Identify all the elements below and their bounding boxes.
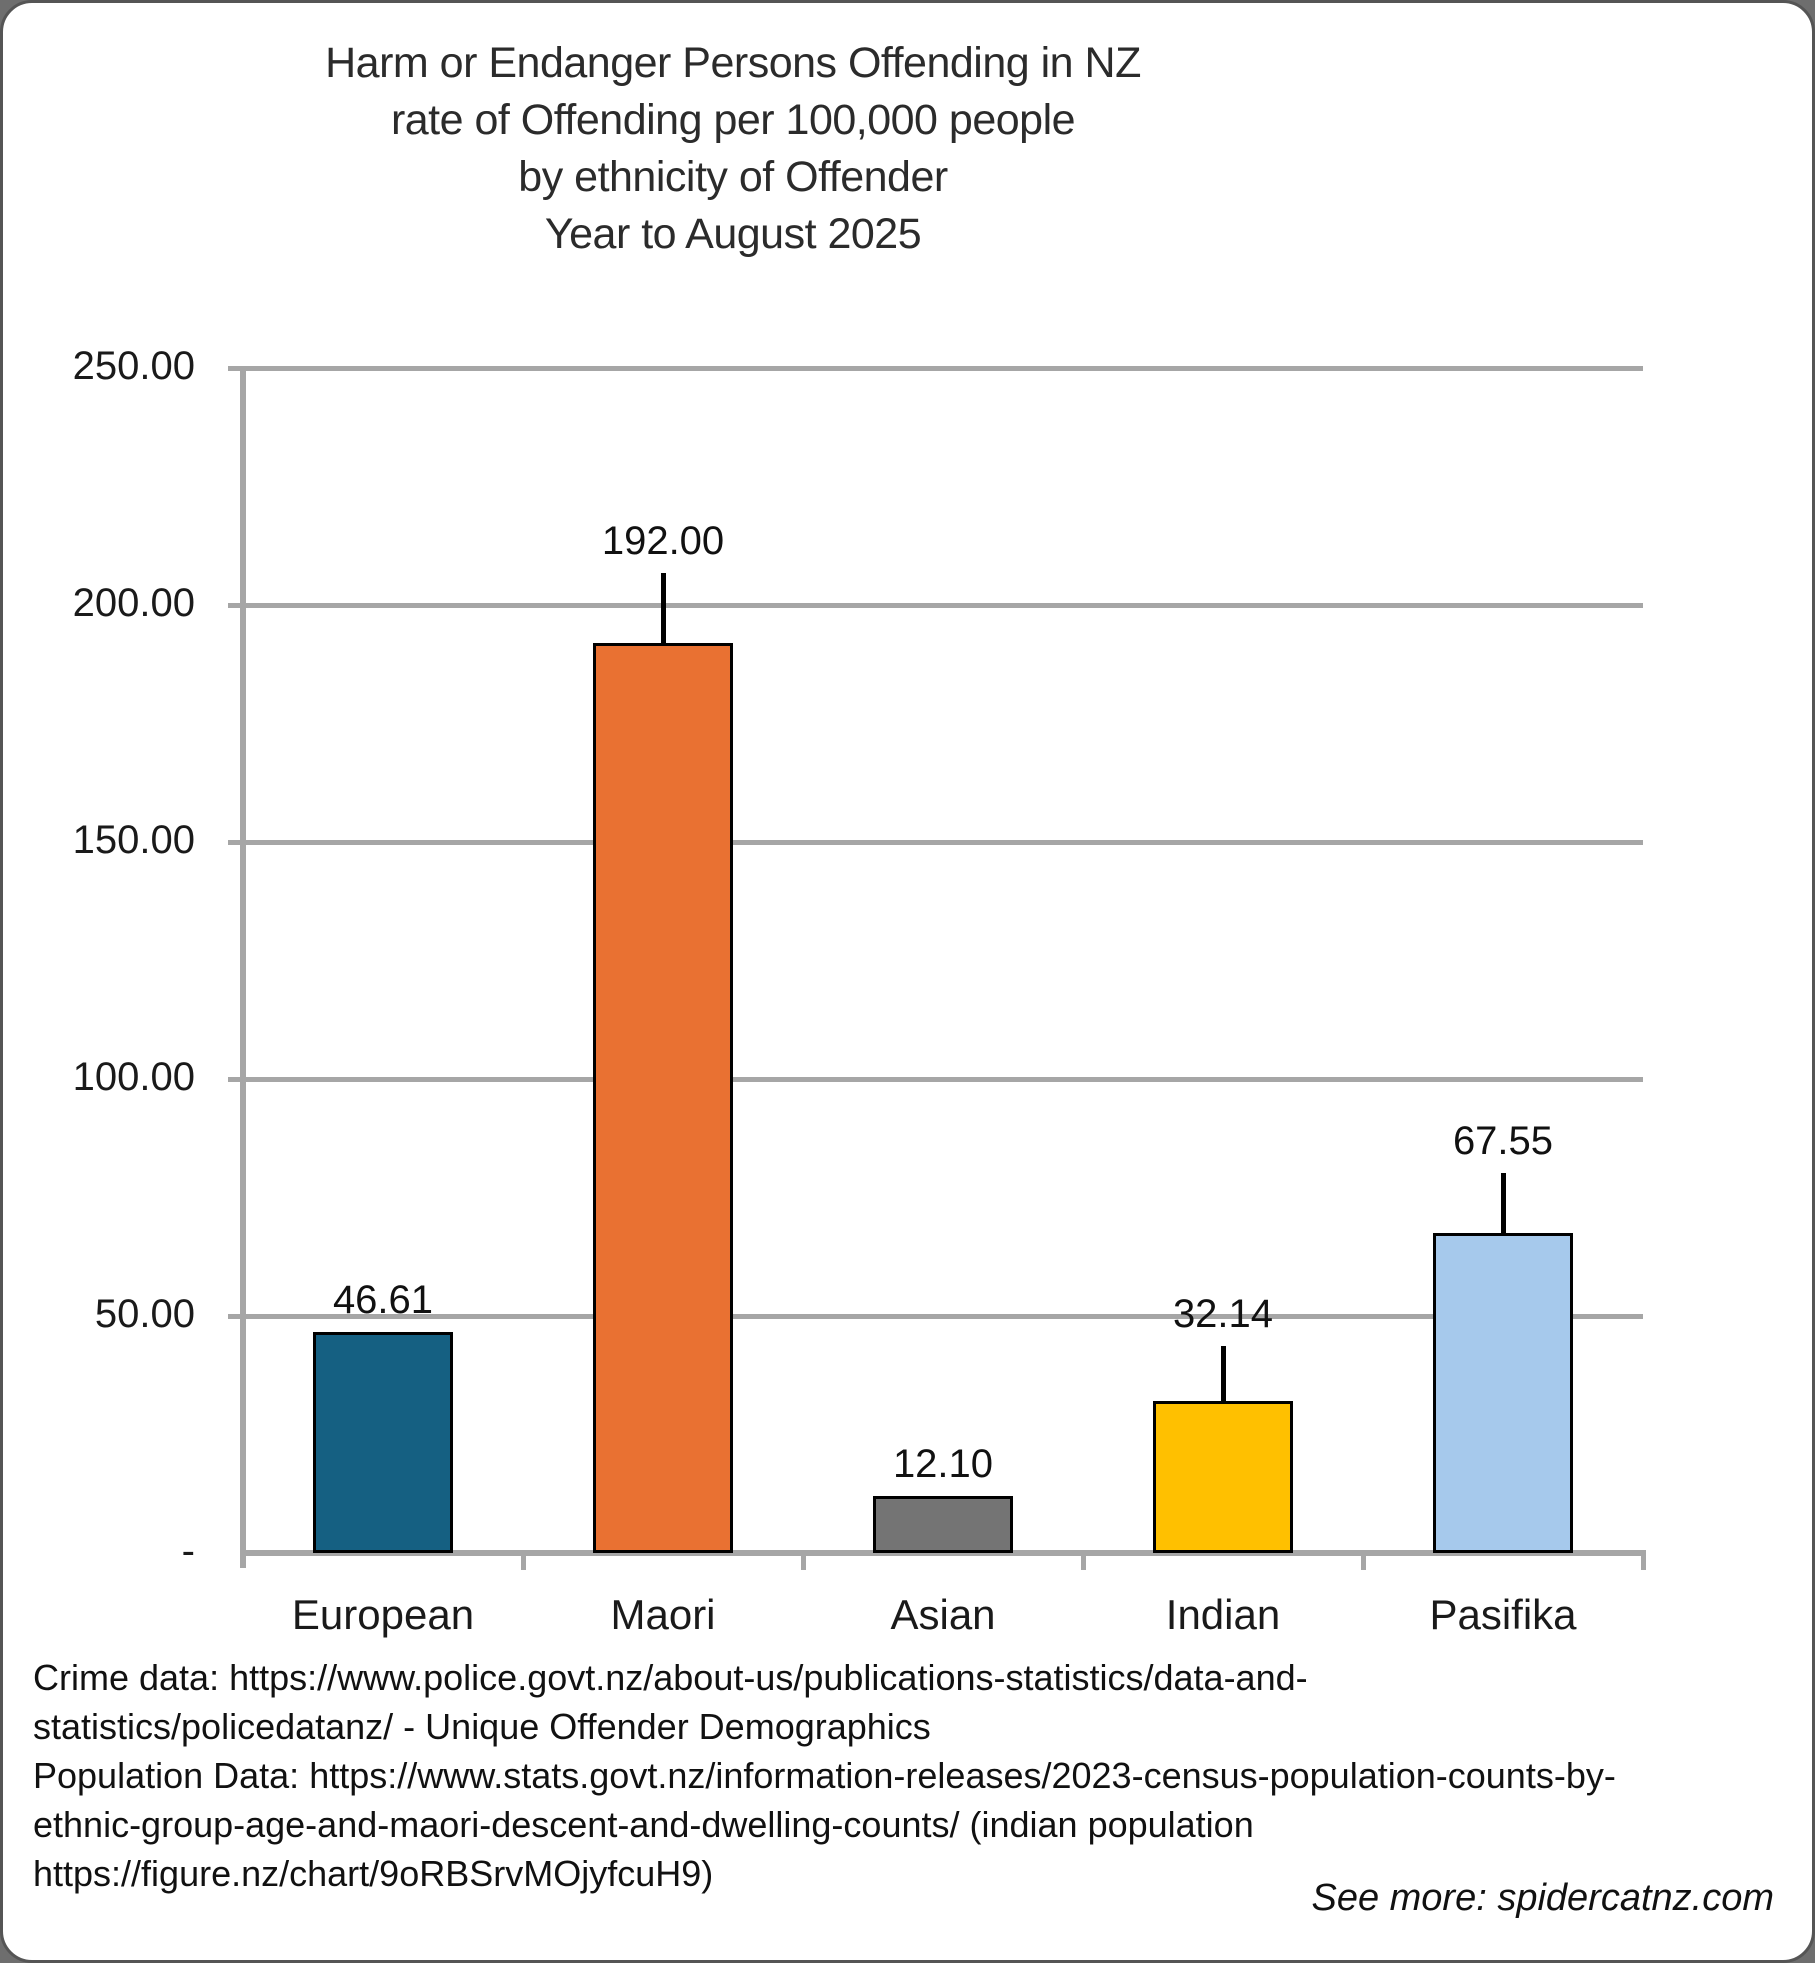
bar-maori bbox=[593, 643, 733, 1553]
data-label: 192.00 bbox=[601, 518, 725, 563]
bar-indian bbox=[1153, 1401, 1293, 1553]
y-axis-tick-label: 150.00 bbox=[72, 818, 195, 862]
x-axis-tick bbox=[521, 1553, 526, 1570]
x-axis-tick bbox=[1641, 1553, 1646, 1570]
gridline bbox=[228, 840, 1643, 845]
data-label: 67.55 bbox=[1452, 1118, 1554, 1163]
chart-title-line: Harm or Endanger Persons Offending in NZ bbox=[325, 39, 1141, 87]
category-label-european: European bbox=[291, 1591, 475, 1638]
source-note-line: https://figure.nz/chart/9oRBSrvMOjyfcuH9) bbox=[33, 1853, 714, 1894]
y-axis-line bbox=[240, 368, 246, 1568]
y-axis-tick-label: 200.00 bbox=[72, 581, 195, 625]
gridline bbox=[228, 366, 1643, 371]
category-label-maori: Maori bbox=[610, 1591, 716, 1638]
gridline bbox=[228, 1077, 1643, 1082]
x-axis-tick bbox=[801, 1553, 806, 1570]
source-note-line: Crime data: https://www.police.govt.nz/about-us/publications-statistics/data-and- bbox=[33, 1657, 1308, 1698]
source-notes bbox=[33, 1653, 1616, 1898]
chart-title bbox=[3, 35, 1463, 263]
gridline bbox=[228, 603, 1643, 608]
y-axis-tick-label: 50.00 bbox=[94, 1292, 195, 1336]
data-label-leader-line bbox=[1501, 1173, 1506, 1236]
chart-title-line: by ethnicity of Offender bbox=[518, 153, 948, 201]
data-label-leader-line bbox=[1221, 1346, 1226, 1404]
bar-asian bbox=[873, 1496, 1013, 1553]
category-label-asian: Asian bbox=[890, 1591, 996, 1638]
data-label: 46.61 bbox=[332, 1278, 434, 1323]
bar-pasifika bbox=[1433, 1233, 1573, 1553]
data-label: 12.10 bbox=[892, 1441, 994, 1486]
source-note-line: Population Data: https://www.stats.govt.nz/information-releases/2023-census-population-counts-by- bbox=[33, 1755, 1616, 1796]
data-label: 32.14 bbox=[1172, 1291, 1274, 1336]
see-more-credit: See more: spidercatnz.com bbox=[1311, 1877, 1774, 1919]
data-label-leader-line bbox=[661, 573, 666, 646]
source-note-line: statistics/policedatanz/ - Unique Offender Demographics bbox=[33, 1706, 931, 1747]
category-label-indian: Indian bbox=[1165, 1591, 1281, 1638]
category-label-pasifika: Pasifika bbox=[1429, 1591, 1577, 1638]
x-axis-tick bbox=[1081, 1553, 1086, 1570]
x-axis-tick bbox=[1361, 1553, 1366, 1570]
y-axis-tick-label: - bbox=[181, 1529, 195, 1573]
source-note-line: ethnic-group-age-and-maori-descent-and-dwelling-counts/ (indian population bbox=[33, 1804, 1254, 1845]
y-axis-tick-label: 100.00 bbox=[72, 1055, 195, 1099]
chart-title-line: Year to August 2025 bbox=[544, 210, 922, 258]
bar-european bbox=[313, 1332, 453, 1553]
chart-title-line: rate of Offending per 100,000 people bbox=[390, 96, 1076, 144]
y-axis-tick-label: 250.00 bbox=[72, 344, 195, 388]
